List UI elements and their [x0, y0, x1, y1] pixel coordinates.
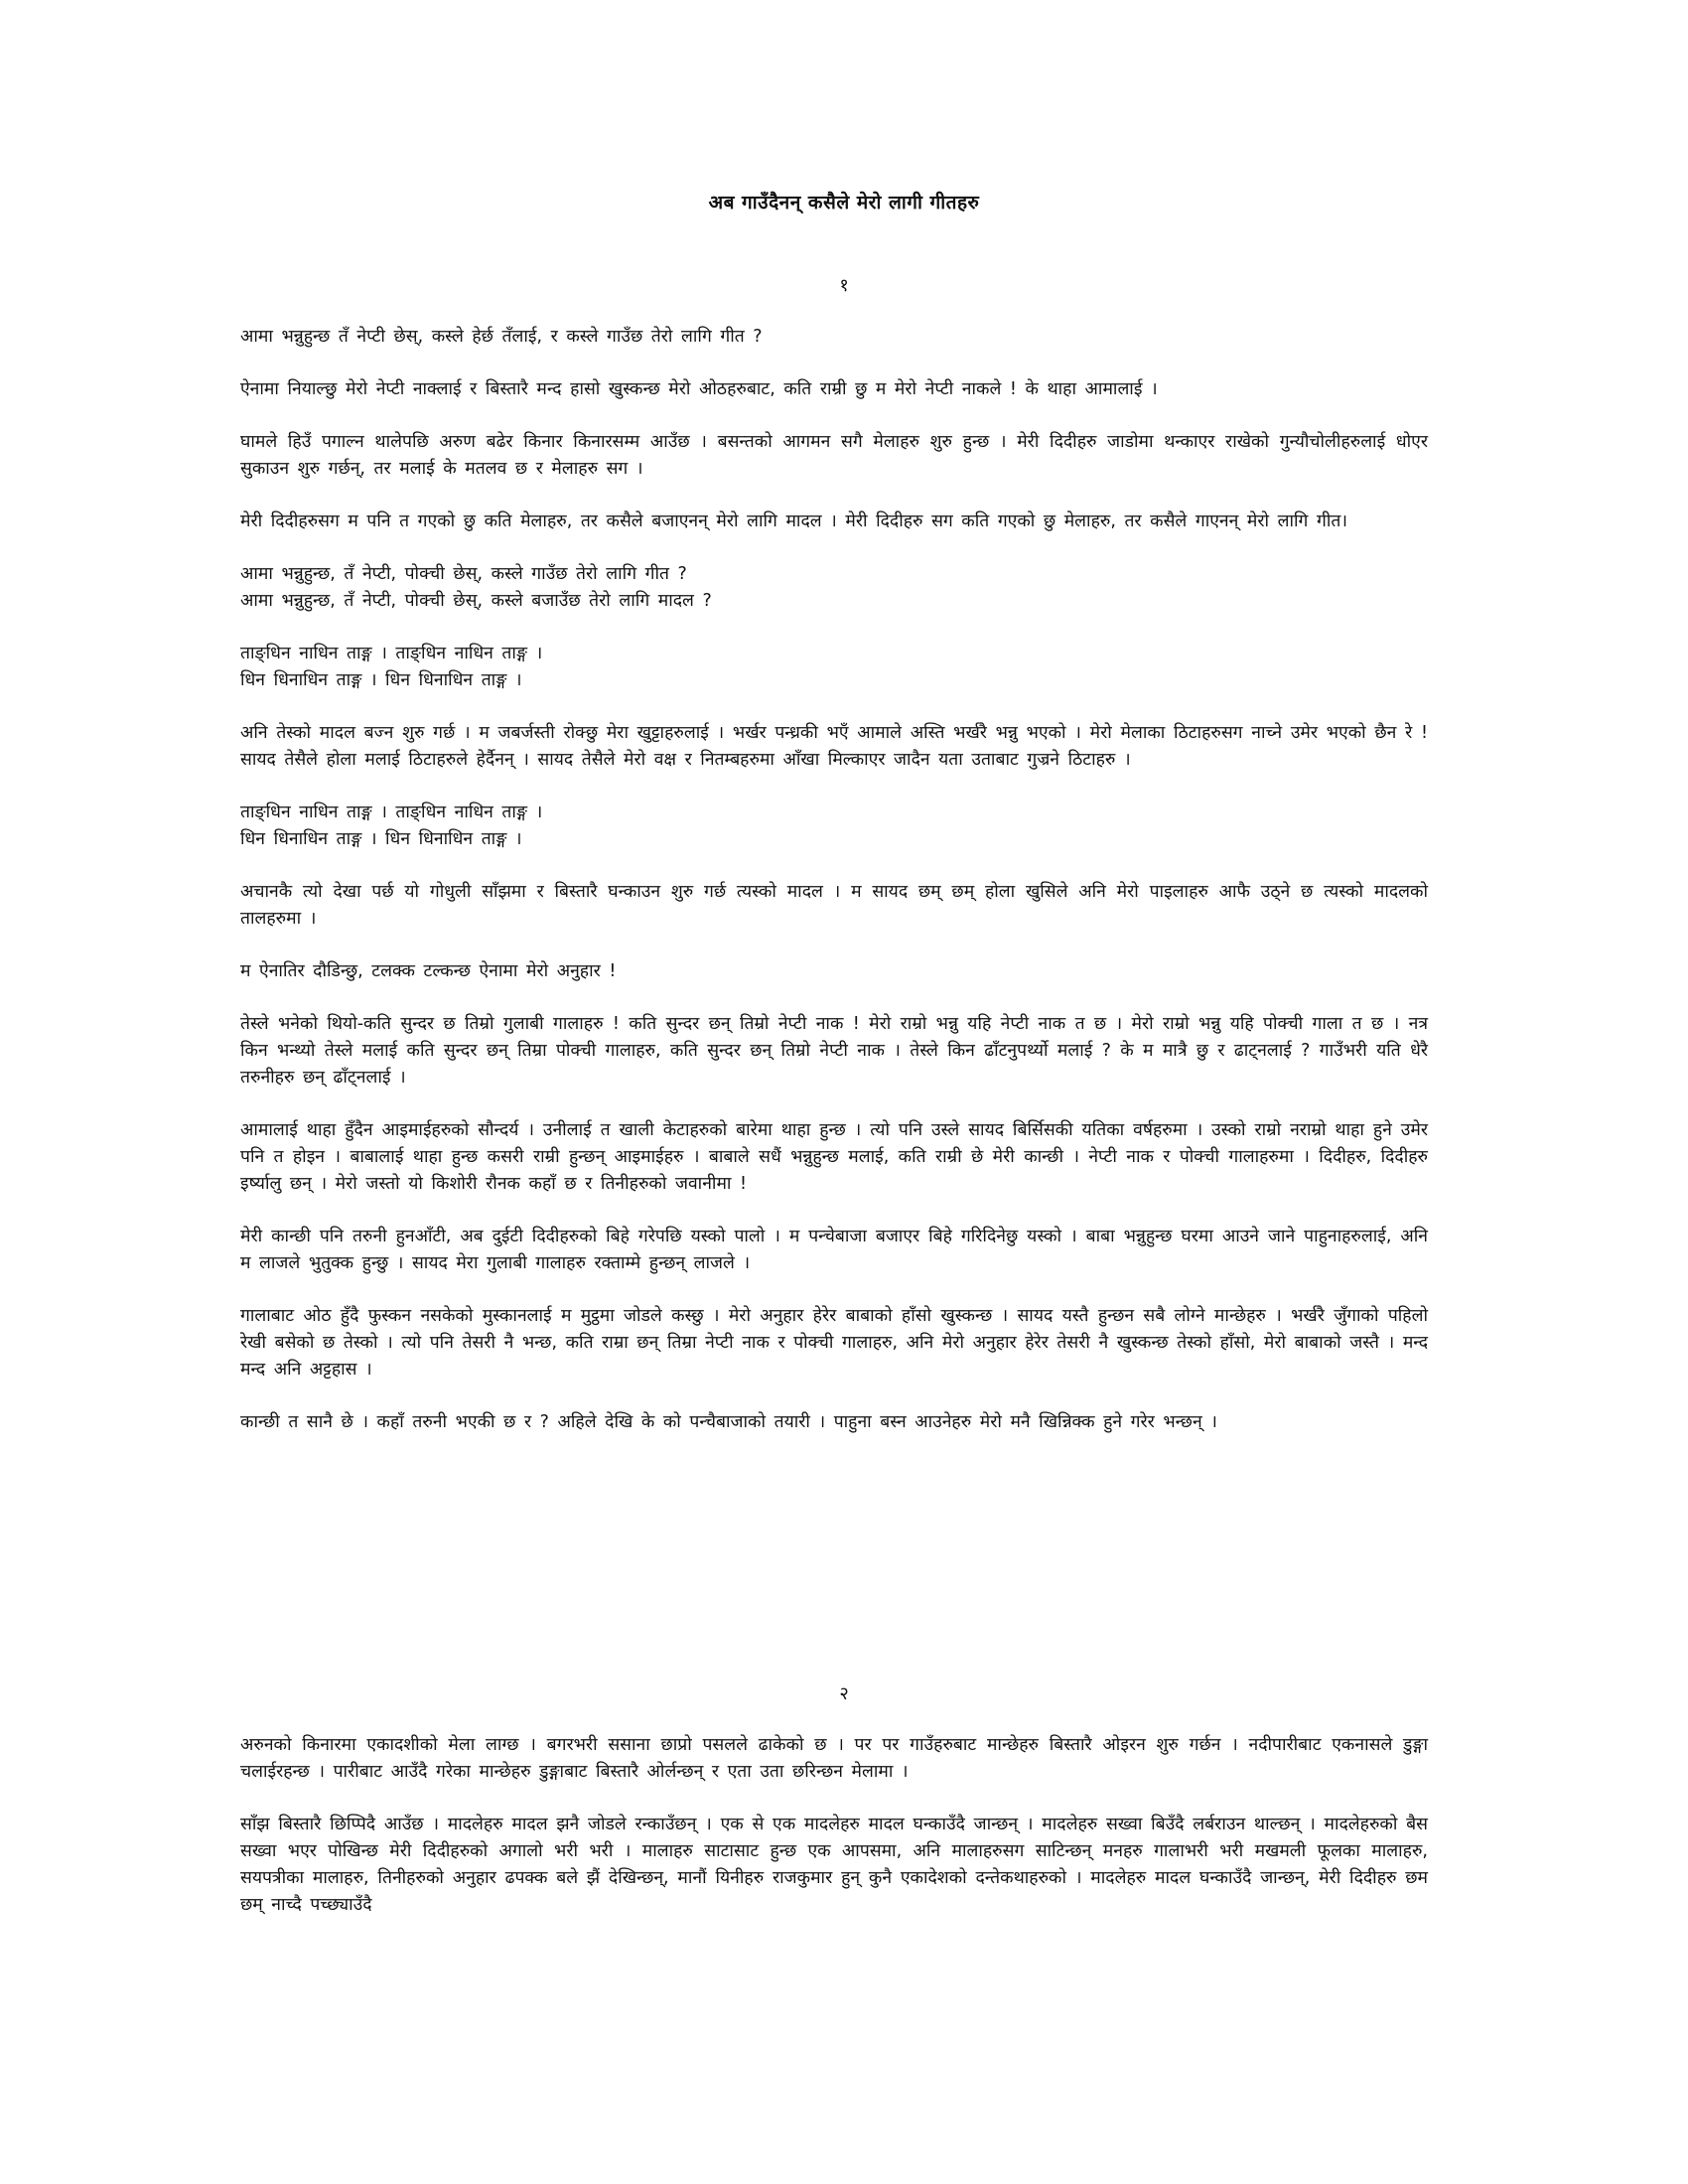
paragraph-line: साँझ बिस्तारै छिप्पिदै आउँछ । मादलेहरु मादल झनै जोडले रन्काउँछन् । एक से एक मादलेहरु मादल घन्काउँदै जान्छन् । मादलेहरु सख्वा बिउँदै लर्बराउन थाल्छन् । मादलेहरुको बैस सख्वा भएर पोखिन्छ मेरी दिदीहरुको अगालो भरी भरी । मालाहरु साटासाट हुन्छ एक आपसमा, अनि मालाहरुसग साटिन्छन् मनहरु गालाभरी भरी मखमली फूलका मालाहरु, सयपत्रीका मालाहरु, तिनीहरुको अनुहार ढपक्क बले झैं देखिन्छन्, मानौं यिनीहरु राजकुमार हुन् कुनै एकादेशको दन्तेकथाहरुको । मादलेहरु मादल घन्काउँदै जान्छन्, मेरी दिदीहरु छम छम् नाच्दै पच्छ्याउँदै: [240, 1815, 1428, 1915]
paragraph: [240, 324, 1428, 351]
paragraph-line: अरुनको किनारमा एकादशीको मेला लाग्छ । बगरभरी ससाना छाप्रो पसलले ढाकेको छ । पर पर गाउँहरुबाट मान्छेहरु बिस्तारै ओइरन शुरु गर्छन । नदीपारीबाट एकनासले डुङ्गा चलाईरहन्छ । पारीबाट आउँदै गरेका मान्छेहरु डुङ्गाबाट बिस्तारै ओर्लन्छन् र एता उता छरिन्छन मेलामा ।: [240, 1735, 1428, 1782]
paragraph-line: मेरी कान्छी पनि तरुनी हुनआँटी, अब दुईटी दिदीहरुको बिहे गरेपछि यस्को पालो । म पन्चेबाजा बजाएर बिहे गरिदिनेछु यस्को । बाबा भन्नुहुन्छ घरमा आउने जाने पाहुनाहरुलाई, अनि म लाजले भुतुक्क हुन्छु । सायद मेरा गुलाबी गालाहरु रक्ताम्मे हुन्छन् लाजले ।: [240, 1227, 1428, 1273]
paragraph: [240, 879, 1428, 933]
section-number-2: २: [839, 1683, 849, 1704]
paragraph: [240, 720, 1428, 774]
paragraph: [240, 1303, 1428, 1383]
paragraph-line: ताङ्धिन नाधिन ताङ्ग । ताङ्धिन नाधिन ताङ्ग ।: [240, 802, 543, 822]
paragraph-line: ताङ्धिन नाधिन ताङ्ग । ताङ्धिन नाधिन ताङ्ग ।: [240, 644, 543, 663]
paragraph-line: अचानकै त्यो देखा पर्छ यो गोधुली साँझमा र बिस्तारै घन्काउन शुरु गर्छ त्यस्को मादल । म सायद छम् छम् होला खुसिले अनि मेरो पाइलाहरु आफै उठ्ने छ त्यस्को मादलको तालहरुमा ।: [240, 882, 1428, 929]
paragraph-line: कान्छी त सानै छे । कहाँ तरुनी भएकी छ र ? अहिले देखि के को पन्चैबाजाको तयारी । पाहुना बस्न आउनेहरु मेरो मनै खिन्निक्क हुने गरेर भन्छन् ।: [240, 1412, 1217, 1432]
paragraph: [240, 1812, 1428, 1919]
paragraph: [240, 429, 1428, 483]
paragraph-line: गालाबाट ओठ हुँदै फुस्कन नसकेको मुस्कानलाई म मुट्ठमा जोडले कस्छु । मेरो अनुहार हेरेर बाबाको हाँसो खुस्कन्छ । सायद यस्तै हुन्छन सबै लोग्ने मान्छेहरु । भर्खरै जुँगाको पहिलो रेखी बसेको छ तेस्को । त्यो पनि तेसरी नै भन्छ, कति राम्रा छन् तिम्रा नेप्टी नाक र पोक्ची गालाहरु, अनि मेरो अनुहार हेरेर तेसरी नै खुस्कन्छ तेस्को हाँसो, मेरो बाबाको जस्तै । मन्द मन्द अनि अट्टहास ।: [240, 1306, 1428, 1380]
paragraph: [240, 1011, 1428, 1092]
paragraph: [240, 376, 1428, 403]
paragraph: [240, 561, 1428, 615]
paragraph-line: म ऐनातिर दौडिन्छु, टलक्क टल्कन्छ ऐनामा मेरो अनुहार !: [240, 961, 617, 981]
paragraph: [240, 1117, 1428, 1198]
paragraph-line: आमालाई थाहा हुँदैन आइमाईहरुको सौन्दर्य । उनीलाई त खाली केटाहरुको बारेमा थाहा हुन्छ । त्यो पनि उस्ले सायद बिर्सिसकी यतिका वर्षहरुमा । उस्को राम्रो नराम्रो थाहा हुने उमेर पनि त होइन । बाबालाई थाहा हुन्छ कसरी राम्री हुन्छन् आइमाईहरु । बाबाले सधैं भन्नुहुन्छ मलाई, कति राम्री छे मेरी कान्छी । नेप्टी नाक र पोक्ची गालाहरुमा । दिदीहरु, दिदीहरु इर्ष्यालु छन् । मेरो जस्तो यो किशोरी रौनक कहाँ छ र तिनीहरुको जवानीमा !: [240, 1120, 1428, 1194]
paragraph-line: आमा भन्नुहुन्छ, तँ नेप्टी, पोक्ची छेस्, कस्ले गाउँछ तेरो लागि गीत ?: [240, 564, 687, 584]
paragraph: [240, 509, 1428, 535]
paragraph: [240, 1224, 1428, 1277]
paragraph-line: ऐनामा नियाल्छु मेरो नेप्टी नाक्लाई र बिस्तारै मन्द हासो खुस्कन्छ मेरो ओठहरुबाट, कति राम्री छु म मेरो नेप्टी नाकले ! के थाहा आमालाई ।: [240, 379, 1158, 399]
paragraph: [240, 958, 1428, 985]
paragraph-line: मेरी दिदीहरुसग म पनि त गएको छु कति मेलाहरु, तर कसैले बजाएनन् मेरो लागि मादल । मेरी दिदीहरु सग कति गएको छु मेलाहरु, तर कसैले गाएनन् मेरो लागि गीत।: [240, 511, 1347, 531]
paragraph: [240, 1732, 1428, 1786]
paragraph: [240, 641, 1428, 694]
paragraph-line: तेस्ले भनेको थियो-कति सुन्दर छ तिम्रो गुलाबी गालाहरु ! कति सुन्दर छन् तिम्रो नेप्टी नाक ! मेरो राम्रो भन्नु यहि नेप्टी नाक त छ । मेरो राम्रो भन्नु यहि पोक्ची गाला त छ । नत्र किन भन्थ्यो तेस्ले मलाई कति सुन्दर छन् तिम्रा पोक्ची गालाहरु, कति सुन्दर छन् तिम्रो नेप्टी नाक । तेस्ले किन ढाँटनुपर्थ्यो मलाई ? के म मात्रै छु र ढाट्नलाई ? गाउँभरी यति धेरै तरुनीहरु छन् ढाँट्नलाई ।: [240, 1014, 1428, 1088]
section-1-body: [240, 324, 1428, 1462]
paragraph-line: धिन धिनाधिन ताङ्ग । धिन धिनाधिन ताङ्ग ।: [240, 670, 522, 690]
document-title: अब गाउँदैनन् कसैले मेरो लागी गीतहरु: [708, 192, 980, 214]
section-number-1: १: [839, 275, 849, 296]
paragraph-line: आमा भन्नुहुन्छ, तँ नेप्टी, पोक्ची छेस्, कस्ले बजाउँछ तेरो लागि मादल ?: [240, 591, 712, 611]
paragraph-line: अनि तेस्को मादल बज्न शुरु गर्छ । म जबर्जस्ती रोक्छु मेरा खुट्टाहरुलाई । भर्खर पन्ध्रकी भएँ आमाले अस्ति भर्खरै भन्नु भएको । मेरो मेलाका ठिटाहरुसग नाच्ने उमेर भएको छैन रे ! सायद तेसैले होला मलाई ठिटाहरुले हेर्दैनन् । सायद तेसैले मेरो वक्ष र नितम्बहरुमा आँखा मिल्काएर जादैन यता उताबाट गुज्रने ठिटाहरु ।: [240, 723, 1428, 770]
paragraph-line: घामले हिउँ पगाल्न थालेपछि अरुण बढेर किनार किनारसम्म आउँछ । बसन्तको आगमन सगै मेलाहरु शुरु हुन्छ । मेरी दिदीहरु जाडोमा थन्काएर राखेको गुन्यौचोलीहरुलाई धोएर सुकाउन शुरु गर्छन्, तर मलाई के मतलव छ र मेलाहरु सग ।: [240, 432, 1428, 479]
paragraph-line: आमा भन्नुहुन्छ तँ नेप्टी छेस्, कस्ले हेर्छ तँलाई, र कस्ले गाउँछ तेरो लागि गीत ?: [240, 327, 763, 347]
paragraph: [240, 800, 1428, 853]
paragraph-line: धिन धिनाधिन ताङ्ग । धिन धिनाधिन ताङ्ग ।: [240, 829, 522, 849]
section-2-body: [240, 1732, 1428, 1945]
paragraph: [240, 1409, 1428, 1436]
